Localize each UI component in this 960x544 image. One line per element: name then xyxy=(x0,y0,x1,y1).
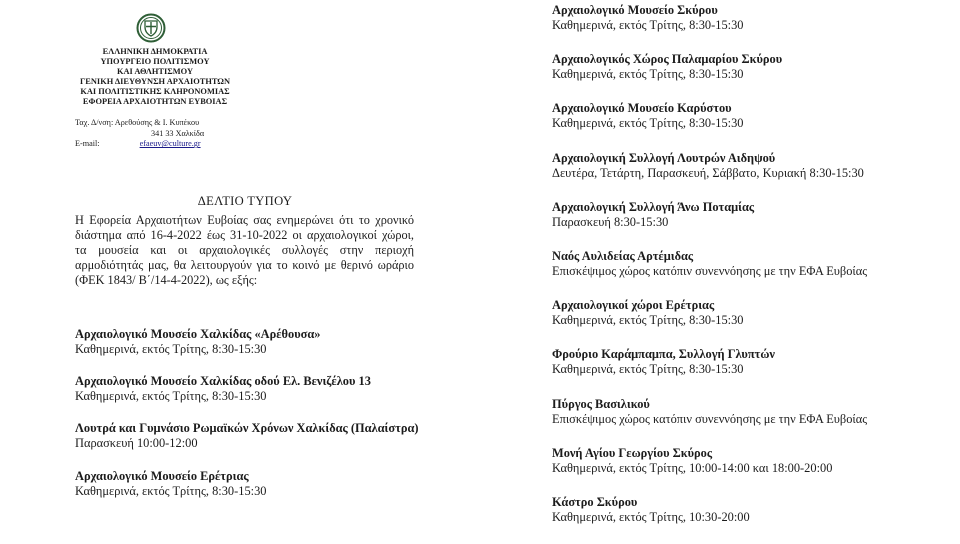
org-line: ΥΠΟΥΡΓΕΙΟ ΠΟΛΙΤΙΣΜΟΥ xyxy=(100,56,210,66)
site-title: Αρχαιολογικός Χώρος Παλαμαρίου Σκύρου xyxy=(552,52,783,67)
site-title: Αρχαιολογικό Μουσείο Σκύρου xyxy=(552,3,718,17)
list-item xyxy=(75,469,420,499)
list-item xyxy=(552,397,912,427)
list-item xyxy=(552,347,912,377)
site-title: Αρχαιολογική Συλλογή Λουτρών Αιδηψού xyxy=(552,150,776,165)
site-title: Αρχαιολογικό Μουσείο Χαλκίδας οδού Ελ. Βενιζέλου 13 xyxy=(75,374,371,389)
site-title: Αρχαιολογικό Μουσείο Ερέτριας xyxy=(75,468,249,483)
site-hours: Καθημερινά, εκτός Τρίτης, 8:30-15:30 xyxy=(75,342,267,357)
press-release-title: ΔΕΛΤΙΟ ΤΥΠΟΥ xyxy=(197,194,293,208)
site-title: Λουτρά και Γυμνάσιο Ρωμαϊκών Χρόνων Χαλκίδας (Παλαίστρα) xyxy=(75,421,419,436)
site-hours: Καθημερινά, εκτός Τρίτης, 10:30-20:00 xyxy=(552,509,750,524)
org-line: ΚΑΙ ΑΘΛΗΤΙΣΜΟΥ xyxy=(116,66,193,76)
site-hours: Καθημερινά, εκτός Τρίτης, 8:30-15:30 xyxy=(75,483,267,498)
intro-paragraph: Η Εφορεία Αρχαιοτήτων Ευβοίας σας ενημερώνει ότι το χρονικό διάστημα από 16-4-2022 έως 31-10-2022 οι αρχαιολογικοί χώροι, τα μουσεία και οι αρχαιολογικές συλλογές στην περιοχή αρμοδιότητάς μας, θα λειτουργούν για το κοινό με θερινό ωράριο (ΦΕΚ 1843/ Β΄/14-4-2022), ως εξής: xyxy=(75,213,414,288)
list-item xyxy=(552,3,912,33)
list-item xyxy=(75,374,420,404)
list-item xyxy=(75,327,420,357)
greek-republic-emblem-icon xyxy=(136,13,166,43)
site-title: Φρούριο Καράμπαμπα, Συλλογή Γλυπτών xyxy=(552,347,775,362)
site-title: Αρχαιολογική Συλλογή Άνω Ποταμίας xyxy=(552,199,755,214)
site-title: Μονή Αγίου Γεωργίου Σκύρος xyxy=(552,445,713,460)
list-item xyxy=(552,446,912,476)
site-hours: Καθημερινά, εκτός Τρίτης, 8:30-15:30 xyxy=(552,18,744,33)
site-title: Ναός Αυλιδείας Αρτέμιδας xyxy=(552,248,694,263)
contact-block xyxy=(75,118,255,150)
left-column-list xyxy=(75,327,420,516)
site-hours: Καθημερινά, εκτός Τρίτης, 8:30-15:30 xyxy=(552,313,744,328)
list-item xyxy=(552,298,912,328)
list-item xyxy=(75,421,420,451)
site-hours: Δευτέρα, Τετάρτη, Παρασκευή, Σάββατο, Κυριακή 8:30-15:30 xyxy=(552,165,864,180)
site-hours: Καθημερινά, εκτός Τρίτης, 8:30-15:30 xyxy=(552,362,744,377)
site-hours: Επισκέψιμος χώρος κατόπιν συνεννόησης με την ΕΦΑ Ευβοίας xyxy=(552,264,868,279)
list-item xyxy=(552,101,912,131)
email-label: E-mail: xyxy=(75,139,100,149)
site-hours: Καθημερινά, εκτός Τρίτης, 8:30-15:30 xyxy=(552,116,744,131)
org-line: ΓΕΝΙΚΗ ΔΙΕΥΘΥΝΣΗ ΑΡΧΑΙΟΤΗΤΩΝ xyxy=(79,76,231,86)
postcode-line: 341 33 Χαλκίδα xyxy=(151,128,205,138)
org-line: ΕΛΛΗΝΙΚΗ ΔΗΜΟΚΡΑΤΙΑ xyxy=(102,47,208,56)
email-line xyxy=(75,139,255,150)
organization-header xyxy=(60,47,250,106)
list-item xyxy=(552,200,912,230)
site-title: Πύργος Βασιλικού xyxy=(552,396,650,411)
site-title: Αρχαιολογικοί χώροι Ερέτριας xyxy=(552,298,715,313)
address-line: Ταχ. Δ/νση: Αρεθούσης & Ι. Κυπέκου xyxy=(75,118,200,127)
site-hours: Επισκέψιμος χώρος κατόπιν συνεννόησης με την ΕΦΑ Ευβοίας xyxy=(552,411,868,426)
site-title: Κάστρο Σκύρου xyxy=(552,494,638,509)
site-hours: Καθημερινά, εκτός Τρίτης, 8:30-15:30 xyxy=(75,389,267,404)
right-column-list xyxy=(552,3,912,544)
list-item xyxy=(552,495,912,525)
site-hours: Καθημερινά, εκτός Τρίτης, 10:00-14:00 και 18:00-20:00 xyxy=(552,460,833,475)
site-title: Αρχαιολογικό Μουσείο Καρύστου xyxy=(552,101,732,116)
site-hours: Παρασκευή 8:30-15:30 xyxy=(552,214,669,229)
list-item xyxy=(552,151,912,181)
site-hours: Καθημερινά, εκτός Τρίτης, 8:30-15:30 xyxy=(552,67,744,82)
site-hours: Παρασκευή 10:00-12:00 xyxy=(75,436,198,451)
list-item xyxy=(552,52,912,82)
list-item xyxy=(552,249,912,279)
site-title: Αρχαιολογικό Μουσείο Χαλκίδας «Αρέθουσα» xyxy=(75,327,321,341)
org-line: ΚΑΙ ΠΟΛΙΤΙΣΤΙΚΗΣ ΚΛΗΡΟΝΟΜΙΑΣ xyxy=(80,86,230,96)
org-line: ΕΦΟΡΕΙΑ ΑΡΧΑΙΟΤΗΤΩΝ ΕΥΒΟΙΑΣ xyxy=(82,96,228,106)
email-link[interactable]: efaeuv@culture.gr xyxy=(139,139,201,149)
